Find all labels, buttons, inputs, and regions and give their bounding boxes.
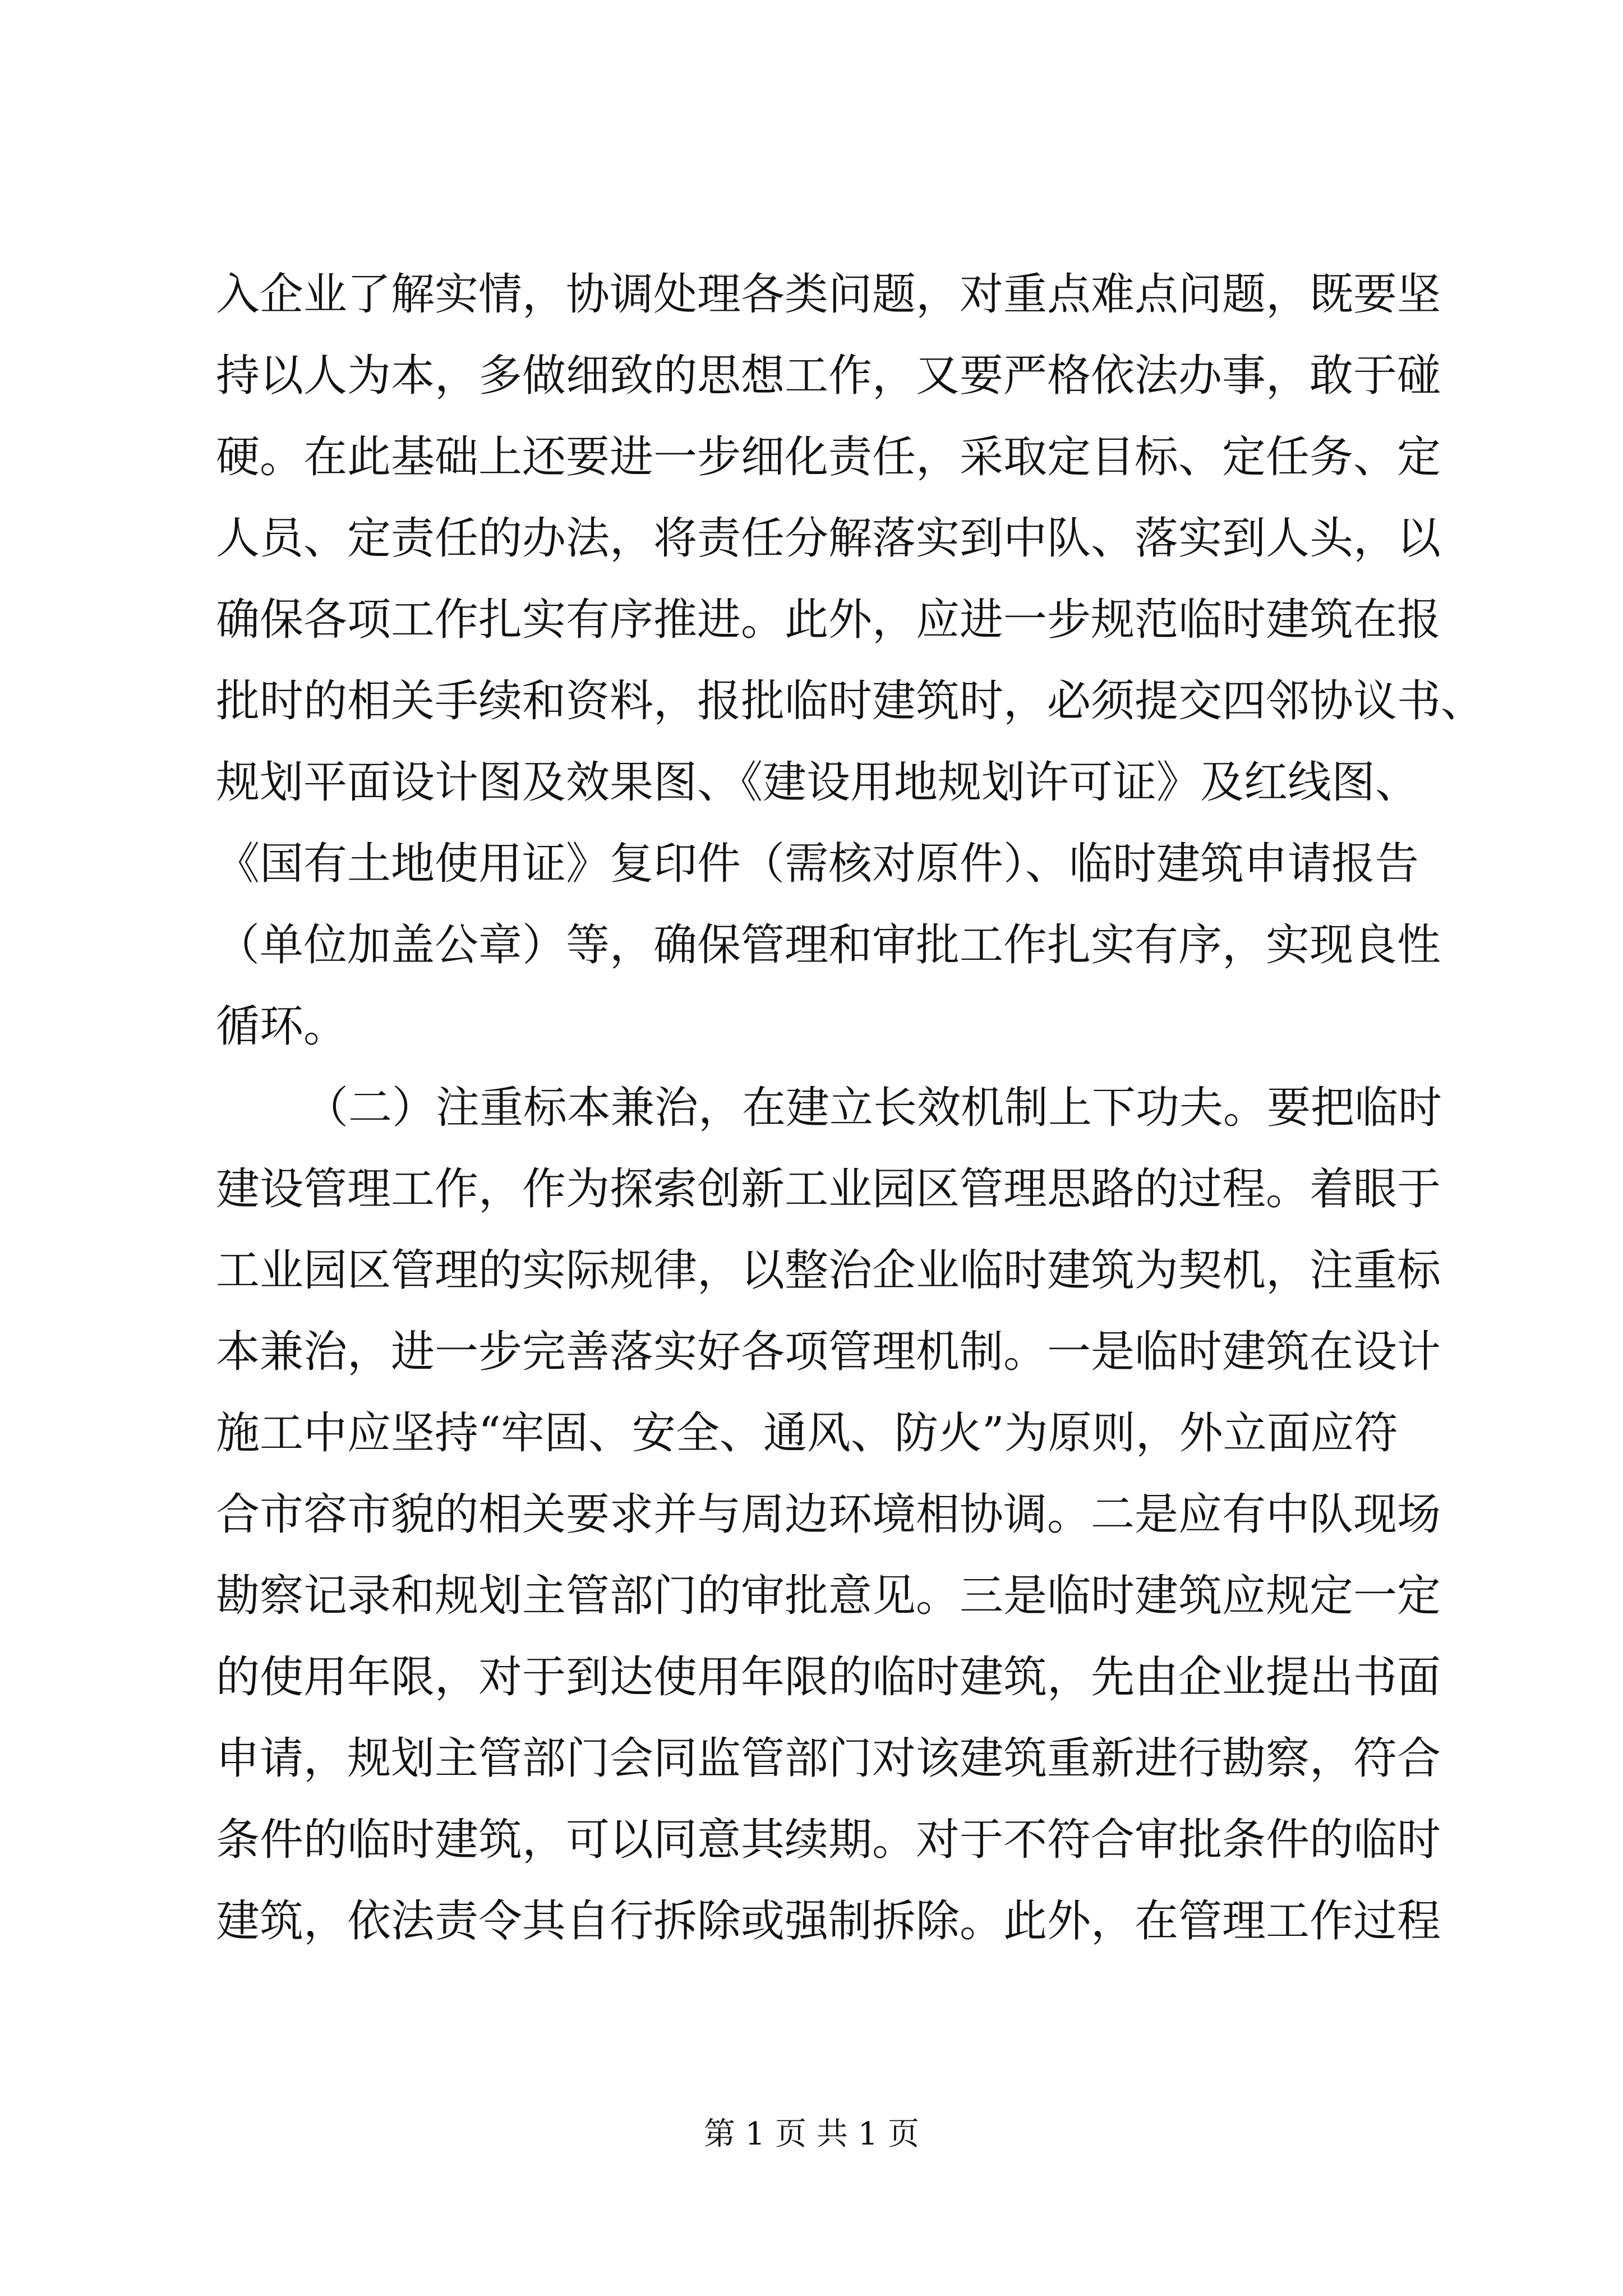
text-line: 批时的相关手续和资料，报批临时建筑时，必须提交四邻协议书、 (216, 676, 1485, 726)
text-line: 本兼治，进一步完善落实好各项管理机制。一是临时建筑在设计 (216, 1327, 1441, 1377)
text-line: 规划平面设计图及效果图、《建设用地规划许可证》及红线图、 (216, 757, 1419, 808)
text-line: 建筑，依法责令其自行拆除或强制拆除。此外，在管理工作过程 (216, 1896, 1441, 1947)
text-line: 循环。 (216, 1001, 348, 1052)
text-line: 建设管理工作，作为探索创新工业园区管理思路的过程。着眼于 (216, 1164, 1441, 1214)
text-line: 持以人为本，多做细致的思想工作，又要严格依法办事，敢于碰 (216, 351, 1441, 401)
text-line: 工业园区管理的实际规律，以整治企业临时建筑为契机，注重标 (216, 1245, 1441, 1296)
text-line: 施工中应坚持“牢固、安全、通风、防火”为原则，外立面应符 (216, 1408, 1398, 1458)
text-line: 条件的临时建筑，可以同意其续期。对于不符合审批条件的临时 (216, 1815, 1441, 1865)
page-footer (0, 2115, 1623, 2154)
text-line: 合市容市貌的相关要求并与周边环境相协调。二是应有中队现场 (216, 1489, 1441, 1540)
paragraph-start-line: （二）注重标本兼治，在建立长效机制上下功夫。要把临时 (305, 1083, 1442, 1133)
text-line: 硬。在此基础上还要进一步细化责任，采取定目标、定任务、定 (216, 432, 1441, 482)
page-number: 第 1 页 共 1 页 (703, 2116, 920, 2152)
text-line: 入企业了解实情，协调处理各类问题，对重点难点问题，既要坚 (216, 269, 1441, 320)
text-line: 的使用年限，对于到达使用年限的临时建筑，先由企业提出书面 (216, 1652, 1441, 1703)
text-line: 确保各项工作扎实有序推进。此外，应进一步规范临时建筑在报 (216, 595, 1441, 645)
text-line: 《国有土地使用证》复印件（需核对原件）、临时建筑申请报告 (216, 839, 1419, 889)
text-line: 申请，规划主管部门会同监管部门对该建筑重新进行勘察，符合 (216, 1733, 1441, 1784)
text-line: 人员、定责任的办法，将责任分解落实到中队、落实到人头，以 (216, 513, 1441, 564)
text-line: （单位加盖公章）等，确保管理和审批工作扎实有序，实现良性 (216, 920, 1441, 970)
text-line: 勘察记录和规划主管部门的审批意见。三是临时建筑应规定一定 (216, 1571, 1441, 1621)
